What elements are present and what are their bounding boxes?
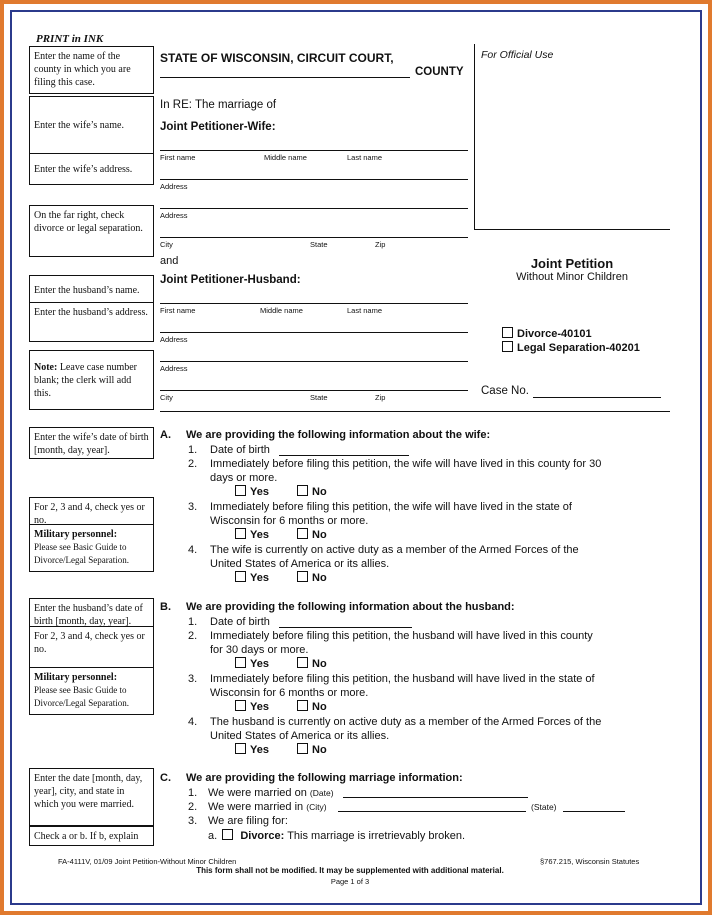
b-q2-yes-checkbox[interactable]	[235, 657, 246, 668]
divorce-checkbox[interactable]	[502, 327, 513, 338]
b-q4-yes[interactable]	[235, 743, 269, 756]
divorce-option[interactable]	[502, 327, 592, 340]
a-q3-line-2: Wisconsin for 6 months or more.	[210, 515, 369, 527]
husband-address-line-2[interactable]	[160, 361, 468, 362]
c-q2-label: We were married in	[208, 801, 304, 813]
b-q4-yes-label: Yes	[250, 744, 269, 756]
c-q3-num: 3.	[188, 815, 198, 827]
c-qa-bold: Divorce:	[240, 830, 285, 842]
a-q4-num: 4.	[188, 544, 198, 556]
wife-city-line[interactable]	[160, 237, 468, 238]
husband-title: Joint Petitioner-Husband:	[160, 274, 301, 286]
husband-city-label: City	[160, 393, 173, 402]
b-q3-yes-label: Yes	[250, 701, 269, 713]
c-q1-num: 1.	[188, 787, 198, 799]
print-in-ink-label: PRINT in INK	[36, 33, 104, 45]
b-q2-no-label: No	[312, 658, 327, 670]
a-q3-no[interactable]	[297, 528, 327, 541]
instruction-wife-address: Enter the wife’s address.	[29, 153, 154, 185]
section-a-letter: A.	[160, 429, 171, 441]
c-q2-num: 2.	[188, 801, 198, 813]
wife-city-label: City	[160, 240, 173, 249]
wife-address-label-1: Address	[160, 182, 188, 191]
wife-zip-label: Zip	[375, 240, 386, 249]
b-q2-yes-label: Yes	[250, 658, 269, 670]
b-q4-no[interactable]	[297, 743, 327, 756]
b-q2-no-checkbox[interactable]	[297, 657, 308, 668]
section-b-letter: B.	[160, 601, 171, 613]
c-qa-text: This marriage is irretrievably broken.	[287, 830, 466, 842]
official-use-box	[474, 44, 670, 230]
page-number: Page 1 of 3	[330, 877, 370, 886]
military-text: Please see Basic Guide to Divorce/Legal Separation.	[34, 542, 129, 565]
wife-middle-name-label: Middle name	[264, 153, 307, 162]
note-text: Leave case number blank; the clerk will add this.	[34, 362, 138, 399]
a-q2-yes[interactable]	[235, 485, 269, 498]
c-q1-label: We were married on	[208, 787, 307, 799]
b-q3-line-2: Wisconsin for 6 months or more.	[210, 687, 369, 699]
wife-first-name-label: First name	[160, 153, 196, 162]
instruction-county: Enter the name of the county in which you are filing this case.	[29, 46, 154, 94]
section-c-letter: C.	[160, 772, 171, 784]
a-q3-yes-checkbox[interactable]	[235, 528, 246, 539]
a-q2-yes-label: Yes	[250, 486, 269, 498]
a-q4-yes[interactable]	[235, 571, 269, 584]
b-q4-num: 4.	[188, 716, 198, 728]
in-re-label: In RE: The marriage of	[160, 99, 277, 111]
c-q3-text: We are filing for:	[208, 815, 288, 827]
statute-ref: §767.215, Wisconsin Statutes	[540, 857, 640, 866]
legal-separation-checkbox[interactable]	[502, 341, 513, 352]
b-q3-no-label: No	[312, 701, 327, 713]
husband-dob-line[interactable]	[279, 627, 412, 628]
petition-title: Joint Petition	[530, 256, 614, 271]
a-q4-no-label: No	[312, 572, 327, 584]
instruction-check-ab: Check a or b. If b, explain	[29, 826, 154, 846]
b-q4-no-label: No	[312, 744, 327, 756]
wife-name-line[interactable]	[160, 150, 468, 151]
wife-address-line-1[interactable]	[160, 179, 468, 180]
c-q2-hint: (City)	[306, 802, 327, 812]
a-q3-line-1: Immediately before filing this petition, the wife will have lived in the state of	[210, 501, 572, 513]
county-label: COUNTY	[415, 66, 464, 78]
instruction-wife-dob: Enter the wife’s date of birth [month, day, year].	[29, 427, 154, 459]
official-use-label: For Official Use	[481, 49, 554, 61]
instruction-check-yes-no: For 2, 3 and 4, check yes or no.	[29, 497, 154, 525]
wife-dob-line[interactable]	[279, 455, 409, 456]
legal-separation-option[interactable]	[502, 341, 640, 354]
a-q3-yes[interactable]	[235, 528, 269, 541]
section-b-title: We are providing the following information about the husband:	[186, 601, 515, 613]
instruction-husband-name: Enter the husband’s name.	[29, 275, 154, 303]
a-q4-line-2: United States of America or its allies.	[210, 558, 390, 570]
b-q1-num: 1.	[188, 616, 198, 628]
b-q2-num: 2.	[188, 630, 198, 642]
a-q2-yes-checkbox[interactable]	[235, 485, 246, 496]
b-q3-line-1: Immediately before filing this petition, the husband will have lived in the state of	[210, 673, 595, 685]
b-q1-text: Date of birth	[210, 616, 270, 628]
wife-address-label-2: Address	[160, 211, 188, 220]
wife-title: Joint Petitioner-Wife:	[160, 121, 276, 133]
section-c-title: We are providing the following marriage information:	[186, 772, 463, 784]
footer-notice: This form shall not be modified. It may be supplemented with additional material.	[196, 866, 504, 875]
military-label: Military personnel:	[34, 529, 118, 540]
a-q3-num: 3.	[188, 501, 198, 513]
instruction-wife-name: Enter the wife’s name.	[29, 96, 154, 154]
husband-last-name-label: Last name	[347, 306, 383, 315]
instruction-husband-dob: Enter the husband’s date of birth [month, day, year].	[29, 598, 154, 627]
petition-subtitle: Without Minor Children	[516, 271, 628, 283]
husband-city-line[interactable]	[160, 390, 468, 391]
c-qa-row[interactable]	[208, 829, 465, 843]
case-number-line[interactable]	[533, 397, 661, 398]
a-q4-line-1: The wife is currently on active duty as a member of the Armed Forces of the	[210, 544, 579, 556]
a-q2-line-1: Immediately before filing this petition, the wife will have lived in this county for 30	[210, 458, 602, 470]
a-q4-no-checkbox[interactable]	[297, 571, 308, 582]
instruction-note	[29, 350, 154, 410]
b-q2-no[interactable]	[297, 657, 327, 670]
b-q3-num: 3.	[188, 673, 198, 685]
case-number-label: Case No.	[481, 385, 529, 397]
county-line[interactable]	[160, 77, 410, 78]
husband-address-line-1[interactable]	[160, 332, 468, 333]
instruction-husband-address: Enter the husband’s address.	[29, 302, 154, 342]
section-a-title: We are providing the following information about the wife:	[186, 429, 491, 441]
court-heading: STATE OF WISCONSIN, CIRCUIT COURT,	[160, 51, 394, 65]
b-q4-no-checkbox[interactable]	[297, 743, 308, 754]
marriage-state-line[interactable]	[563, 811, 625, 812]
a-q3-no-checkbox[interactable]	[297, 528, 308, 539]
a-q3-yes-label: Yes	[250, 529, 269, 541]
a-q3-no-label: No	[312, 529, 327, 541]
military-label-2: Military personnel:	[34, 672, 118, 683]
note-label: Note:	[34, 362, 58, 373]
instruction-far-right: On the far right, check divorce or legal separation.	[29, 205, 154, 257]
b-q3-yes-checkbox[interactable]	[235, 700, 246, 711]
instruction-military-2	[29, 667, 154, 715]
b-q3-yes[interactable]	[235, 700, 269, 713]
c-qa-letter: a.	[208, 830, 218, 842]
husband-name-line[interactable]	[160, 303, 468, 304]
a-q2-no-checkbox[interactable]	[297, 485, 308, 496]
wife-state-label: State	[310, 240, 328, 249]
c-q1-text	[208, 786, 334, 800]
a-q4-no[interactable]	[297, 571, 327, 584]
a-q1-num: 1.	[188, 444, 198, 456]
b-q2-line-1: Immediately before filing this petition, the husband will have lived in this county	[210, 630, 593, 642]
a-q1-text: Date of birth	[210, 444, 270, 456]
husband-middle-name-label: Middle name	[260, 306, 303, 315]
husband-first-name-label: First name	[160, 306, 196, 315]
husband-address-label-1: Address	[160, 335, 188, 344]
wife-last-name-label: Last name	[347, 153, 383, 162]
military-text-2: Please see Basic Guide to Divorce/Legal Separation.	[34, 685, 129, 708]
instruction-marriage-date: Enter the date [month, day, year], city, and state in which you were married.	[29, 768, 154, 826]
c-q2-state-hint: (State)	[531, 802, 557, 812]
instruction-military	[29, 524, 154, 572]
a-q2-no-label: No	[312, 486, 327, 498]
a-q4-yes-label: Yes	[250, 572, 269, 584]
divorce-irretrievable-checkbox[interactable]	[222, 829, 233, 840]
c-q2-text	[208, 800, 327, 814]
c-q1-hint: (Date)	[309, 788, 334, 798]
b-q4-line-2: United States of America or its allies.	[210, 730, 390, 742]
b-q2-yes[interactable]	[235, 657, 269, 670]
a-q2-line-2: days or more.	[210, 472, 278, 484]
husband-state-label: State	[310, 393, 328, 402]
b-q4-yes-checkbox[interactable]	[235, 743, 246, 754]
wife-address-line-2[interactable]	[160, 208, 468, 209]
marriage-date-line[interactable]	[343, 797, 528, 798]
b-q3-no-checkbox[interactable]	[297, 700, 308, 711]
caption-bottom-rule	[160, 411, 670, 412]
husband-address-label-2: Address	[160, 364, 188, 373]
legal-separation-label: Legal Separation-40201	[517, 342, 640, 354]
b-q2-line-2: for 30 days or more.	[210, 644, 309, 656]
form-id: FA-4111V, 01/09 Joint Petition-Without Minor Children	[58, 857, 237, 866]
b-q4-line-1: The husband is currently on active duty as a member of the Armed Forces of the	[210, 716, 602, 728]
divorce-label: Divorce-40101	[517, 328, 592, 340]
and-label: and	[160, 255, 179, 267]
a-q2-no[interactable]	[297, 485, 327, 498]
instruction-check-yes-no-2: For 2, 3 and 4, check yes or no.	[29, 626, 154, 668]
a-q4-yes-checkbox[interactable]	[235, 571, 246, 582]
b-q3-no[interactable]	[297, 700, 327, 713]
husband-zip-label: Zip	[375, 393, 386, 402]
marriage-city-line[interactable]	[338, 811, 526, 812]
a-q2-num: 2.	[188, 458, 198, 470]
